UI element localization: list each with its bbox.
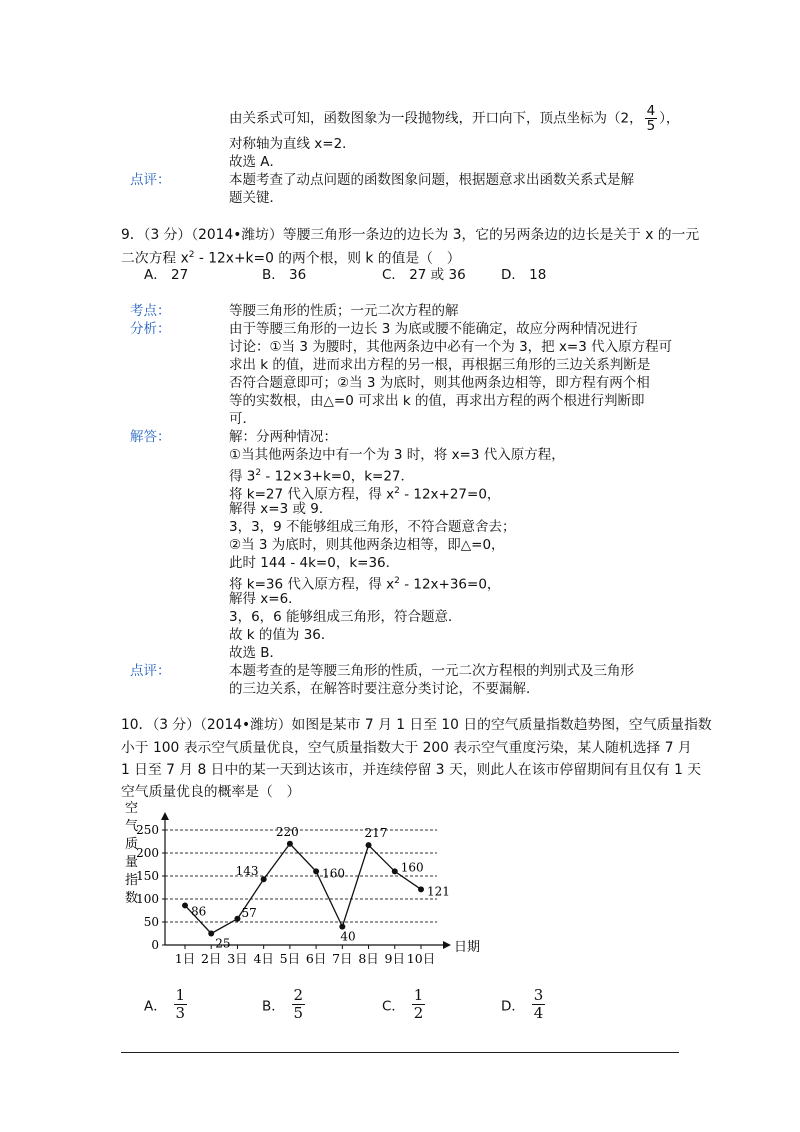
data-point <box>234 916 240 922</box>
y-axis-label-text: 空气质量指数 <box>125 801 139 906</box>
x-tick-label: 3日 <box>227 951 248 966</box>
option-letter: D． <box>501 998 525 1015</box>
y-tick-label: 200 <box>136 846 159 860</box>
x-axis-arrow <box>443 941 451 949</box>
q8-solution-line2: 对称轴为直线 x=2． <box>229 136 356 152</box>
x-tick-labels <box>175 945 435 966</box>
data-point <box>418 886 424 892</box>
data-label: 40 <box>340 929 356 944</box>
data-label: 217 <box>364 826 388 841</box>
q9-jieda-line: 解得 x=3 或 9． <box>229 501 333 517</box>
q10-option-c[interactable] <box>382 987 427 1022</box>
x-tick-label: 8日 <box>358 951 379 966</box>
q10-stem-line: 空气质量优良的概率是（ ） <box>121 784 301 800</box>
q9-fenxi-line: 否符合题意即可；②当 3 为底时，则其他两条边相等，即方程有两个相 <box>229 375 650 391</box>
q9-fenxi-line: 可． <box>229 411 256 427</box>
q9-stem-line2 <box>121 246 461 268</box>
series-polyline <box>185 844 421 934</box>
q9-fenxi-line: 由于等腰三角形的一边长 3 为底或腰不能确定，故应分两种情况进行 <box>229 321 638 337</box>
q10-option-a[interactable] <box>144 987 189 1022</box>
data-point <box>392 868 398 874</box>
y-tick-label: 150 <box>136 869 159 883</box>
option-fraction <box>412 987 426 1022</box>
q10-option-d[interactable] <box>501 987 547 1022</box>
superscript: 2 <box>188 250 195 260</box>
q9-option-d[interactable]: D． 18 <box>501 267 547 283</box>
q9-option-b[interactable]: B． 36 <box>262 267 307 283</box>
text: 将 k=27 代入原方程，得 x <box>229 486 395 503</box>
q9-option-a[interactable]: A． 27 <box>144 267 189 283</box>
frac-denominator: 5 <box>646 118 656 134</box>
y-axis-arrow <box>161 812 169 820</box>
air-quality-index-chart <box>115 800 485 980</box>
q10-stem-line: 10．（3 分）（2014•潍坊）如图是某市 7 月 1 日至 10 日的空气质量指数趋势图，空气质量指数 <box>121 717 712 733</box>
option-fraction <box>532 987 546 1022</box>
frac-numerator: 2 <box>293 986 304 1004</box>
x-tick-label: 1日 <box>174 951 196 966</box>
data-point <box>261 876 267 882</box>
data-label: 160 <box>400 860 424 875</box>
x-tick-label: 10日 <box>406 951 436 966</box>
x-axis-label-text: 日期 <box>454 940 481 955</box>
series-line <box>185 844 421 934</box>
q9-jieda-line: ②当 3 为底时，则其他两条边相等，即△=0， <box>229 537 505 553</box>
q9-jieda-line: 故选 B． <box>229 645 284 661</box>
q9-kaodian-label: 考点： <box>130 303 171 319</box>
option-fraction <box>292 987 306 1022</box>
data-label: 86 <box>191 904 207 919</box>
q9-dianping-label: 点评： <box>130 663 171 679</box>
q9-jieda-line: 解得 x=6． <box>229 591 302 607</box>
q8-line1-suffix: ）， <box>659 110 680 127</box>
x-tick-label: 7日 <box>332 951 353 966</box>
q9-jieda-line: 解：分两种情况： <box>229 429 337 445</box>
data-point <box>366 842 372 848</box>
q10-option-b[interactable] <box>262 987 307 1022</box>
data-label: 57 <box>241 905 257 920</box>
q9-jieda-line: 故 k 的值为 36． <box>229 627 335 643</box>
q9-stem-text: 二次方程 x <box>121 250 189 267</box>
q9-option-c[interactable]: C． 27 或 36 <box>382 267 466 283</box>
x-tick-label: 6日 <box>305 951 327 966</box>
q9-fenxi-line: 等的实数根，由△=0 可求出 k 的值，再求出方程的两个根进行判断即 <box>229 393 645 409</box>
q8-comment-line1: 本题考查了动点问题的函数图象问题，根据题意求出函数关系式是解 <box>229 172 634 188</box>
x-tick-label: 9日 <box>384 951 406 966</box>
q8-comment-line2: 题关键． <box>229 190 283 206</box>
x-axis-label <box>454 940 480 955</box>
q9-jieda-line: 3，6，6 能够组成三角形，符合题意． <box>229 609 462 625</box>
data-labels <box>191 825 450 951</box>
q8-solution-line1 <box>229 104 679 133</box>
q8-solution-line3: 故选 A． <box>229 154 284 170</box>
superscript: 2 <box>394 576 400 586</box>
q9-stem-line1: 9．（3 分）（2014•潍坊）等腰三角形一条边的边长为 3，它的另两条边的边长是关于 x 的一元 <box>121 227 700 243</box>
option-fraction <box>174 987 188 1022</box>
data-label: 25 <box>215 936 231 951</box>
x-tick-label: 4日 <box>253 951 274 966</box>
data-label: 143 <box>235 864 259 879</box>
q9-jieda-line: 此时 144 - 4k=0，k=36． <box>229 555 400 571</box>
q9-fenxi-label: 分析： <box>130 321 171 337</box>
q8-line1-prefix: 由关系式可知，函数图象为一段抛物线，开口向下，顶点坐标为（2， <box>229 110 643 127</box>
data-label: 121 <box>427 884 450 899</box>
superscript: 2 <box>255 468 262 478</box>
x-tick-label: 5日 <box>279 951 301 966</box>
option-letter: C． <box>382 998 405 1015</box>
q9-jieda-line: ①当其他两条边中有一个为 3 时，将 x=3 代入原方程， <box>229 447 565 463</box>
data-point <box>287 841 293 847</box>
data-label: 160 <box>322 866 346 881</box>
page-bottom-rule <box>121 1052 679 1053</box>
superscript: 2 <box>394 486 400 496</box>
data-label: 220 <box>275 824 299 839</box>
frac-numerator: 1 <box>175 986 186 1004</box>
q8-vertex-fraction <box>645 104 658 133</box>
frac-numerator: 3 <box>533 986 544 1004</box>
text: - 12x+27=0， <box>399 486 501 503</box>
frac-denominator: 4 <box>533 1004 544 1022</box>
text: 得 3 <box>229 468 256 485</box>
data-point <box>208 931 214 937</box>
y-tick-label: 100 <box>136 892 159 906</box>
q9-fenxi-line: 求出 k 的值，进而求出方程的另一根，再根据三角形的三边关系判断是 <box>229 357 651 373</box>
option-letter: B． <box>262 998 285 1015</box>
q8-comment-label: 点评： <box>130 172 171 188</box>
y-tick-label: 0 <box>151 938 159 952</box>
y-tick-label: 50 <box>143 915 159 929</box>
q9-dianping-line2: 的三边关系，在解答时要注意分类讨论，不要漏解． <box>229 681 540 697</box>
frac-denominator: 3 <box>175 1004 186 1022</box>
q9-dianping-line1: 本题考查的是等腰三角形的性质，一元二次方程根的判别式及三角形 <box>229 663 634 679</box>
y-tick-label: 250 <box>136 823 159 837</box>
q10-stem-line: 1 日至 7 月 8 日中的某一天到达该市，并连续停留 3 天，则此人在该市停留期间有且仅有 1 天 <box>121 762 702 778</box>
q9-kaodian: 等腰三角形的性质；一元二次方程的解 <box>229 303 459 319</box>
y-tick-labels <box>136 823 165 952</box>
frac-numerator: 1 <box>413 986 424 1004</box>
text: 将 k=36 代入原方程，得 x <box>229 576 395 593</box>
text: - 12x+36=0， <box>399 576 501 593</box>
frac-numerator: 4 <box>646 103 656 119</box>
x-tick-label: 2日 <box>200 951 222 966</box>
q9-jieda-line: 3，3，9 不能够组成三角形，不符合题意舍去； <box>229 519 516 535</box>
frac-denominator: 5 <box>293 1004 304 1022</box>
option-letter: A． <box>144 998 167 1015</box>
q9-jieda-label: 解答： <box>130 429 171 445</box>
frac-denominator: 2 <box>413 1004 424 1022</box>
text: - 12×3+k=0，k=27． <box>261 468 414 485</box>
q9-stem-text: - 12x+k=0 的两个根，则 k 的值是（ ） <box>194 250 461 267</box>
q9-fenxi-line: 讨论：①当 3 为腰时，其他两条边中必有一个为 3，把 x=3 代入原方程可 <box>229 339 673 355</box>
data-point <box>313 868 319 874</box>
data-point <box>182 902 188 908</box>
q10-stem-line: 小于 100 表示空气质量优良，空气质量指数大于 200 表示空气重度污染，某人随机选择 7 月 <box>121 740 692 756</box>
